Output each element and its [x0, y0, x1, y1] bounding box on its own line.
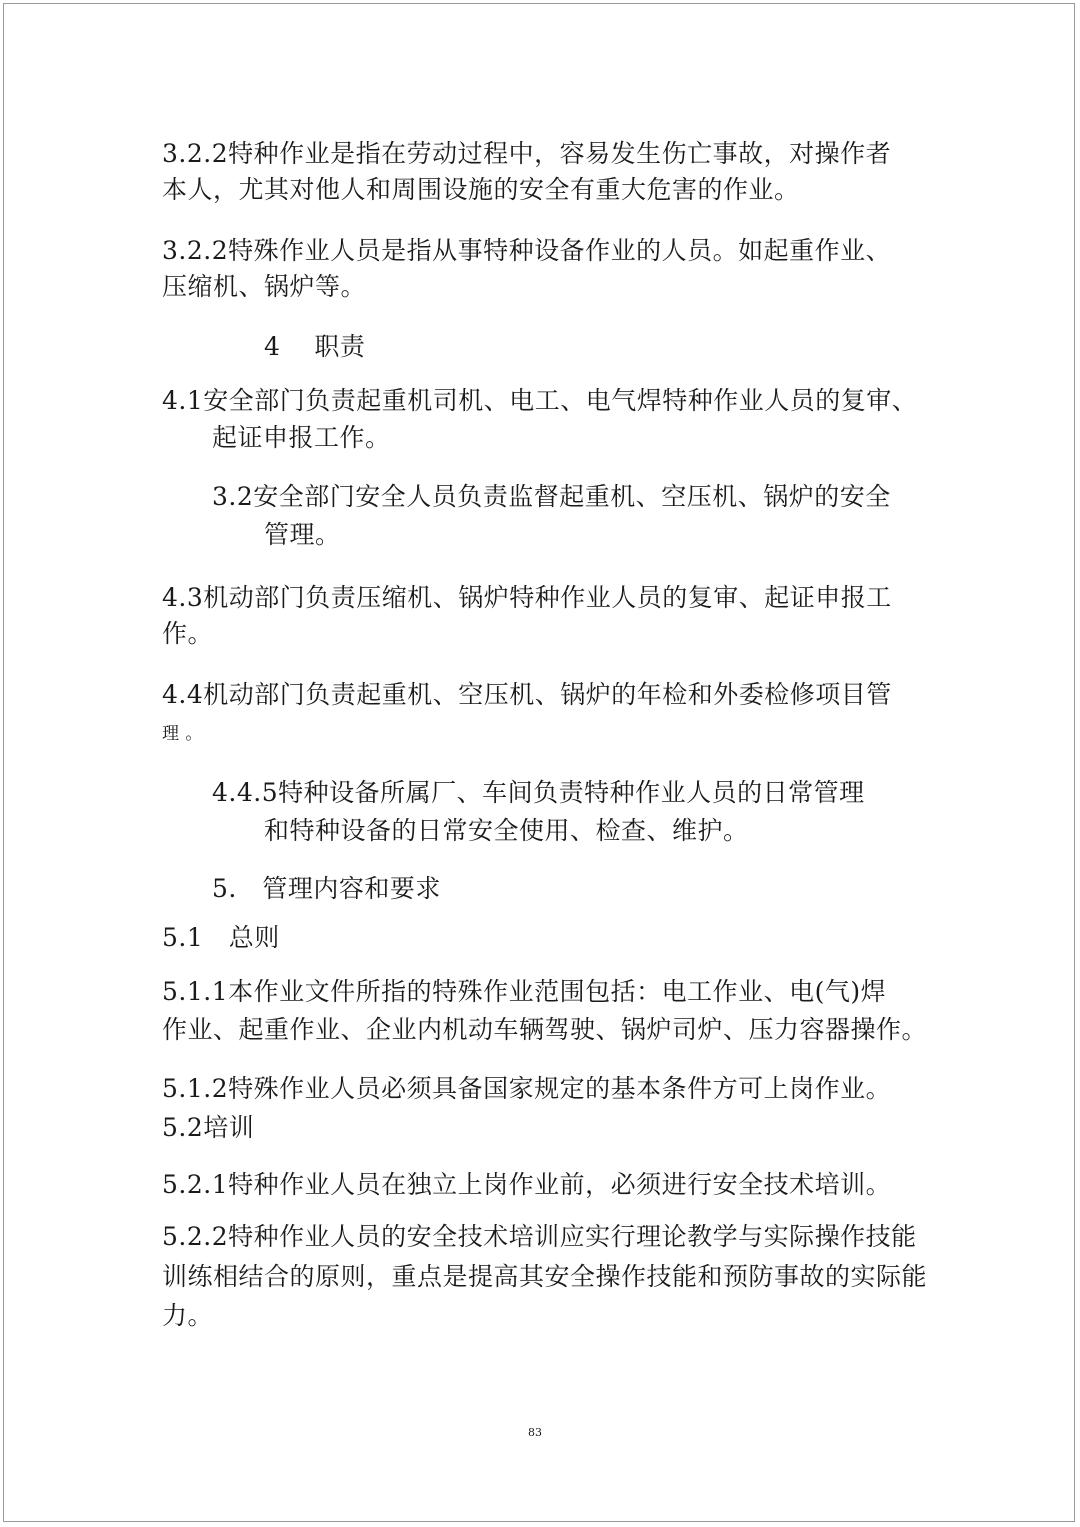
text-line-4-4-5: 4.4.5特种设备所属厂、车间负责特种作业人员的日常管理	[212, 778, 865, 807]
text-line-5-2-1: 5.2.1特种作业人员在独立上岗作业前，必须进行安全技术培训。	[162, 1170, 892, 1199]
text-line-4-3-cont: 作。	[162, 619, 214, 648]
text-line-3-2-2-a: 3.2.2特种作业是指在劳动过程中，容易发生伤亡事故，对操作者	[162, 139, 892, 168]
page-frame	[3, 3, 1075, 1522]
text-line-5-1-1: 5.1.1本作业文件所指的特殊作业范围包括：电工作业、电(气)焊	[162, 977, 887, 1006]
text-line-4-4-5-cont: 和特种设备的日常安全使用、检查、维护。	[264, 816, 749, 845]
text-line-3-2-2-b: 3.2.2特殊作业人员是指从事特种设备作业的人员。如起重作业、	[162, 236, 892, 265]
text-line-5-2-2-cont1: 训练相结合的原则，重点是提高其安全操作技能和预防事故的实际能	[162, 1262, 928, 1291]
text-line-3-2-2-a-cont: 本人，尤其对他人和周围设施的安全有重大危害的作业。	[162, 175, 800, 204]
text-line-3-2-cont: 管理。	[264, 520, 341, 549]
section-heading-5-1: 5.1 总则	[162, 923, 280, 952]
text-line-4-4: 4.4机动部门负责起重机、空压机、锅炉的年检和外委检修项目管	[162, 680, 892, 709]
text-line-4-3: 4.3机动部门负责压缩机、锅炉特种作业人员的复审、起证申报工	[162, 583, 892, 612]
page-number: 83	[528, 1426, 542, 1439]
text-line-4-1: 4.1安全部门负责起重机司机、电工、电气焊特种作业人员的复审、	[162, 386, 918, 415]
section-heading-4: 4 职责	[264, 332, 366, 361]
section-heading-5: 5. 管理内容和要求	[212, 874, 441, 903]
text-line-4-4-cont: 理 。	[162, 724, 203, 744]
text-line-5-1-1-cont: 作业、起重作业、企业内机动车辆驾驶、锅炉司炉、压力容器操作。	[162, 1015, 928, 1044]
text-line-3-2: 3.2安全部门安全人员负责监督起重机、空压机、锅炉的安全	[212, 482, 891, 511]
text-line-5-1-2: 5.1.2特殊作业人员必须具备国家规定的基本条件方可上岗作业。	[162, 1074, 892, 1103]
text-line-5-2-2: 5.2.2特种作业人员的安全技术培训应实行理论教学与实际操作技能	[162, 1222, 917, 1251]
section-heading-5-2: 5.2培训	[162, 1113, 255, 1142]
text-line-4-1-cont: 起证申报工作。	[212, 423, 391, 452]
text-line-3-2-2-b-cont: 压缩机、锅炉等。	[162, 272, 367, 301]
text-line-5-2-2-cont2: 力。	[162, 1301, 214, 1330]
